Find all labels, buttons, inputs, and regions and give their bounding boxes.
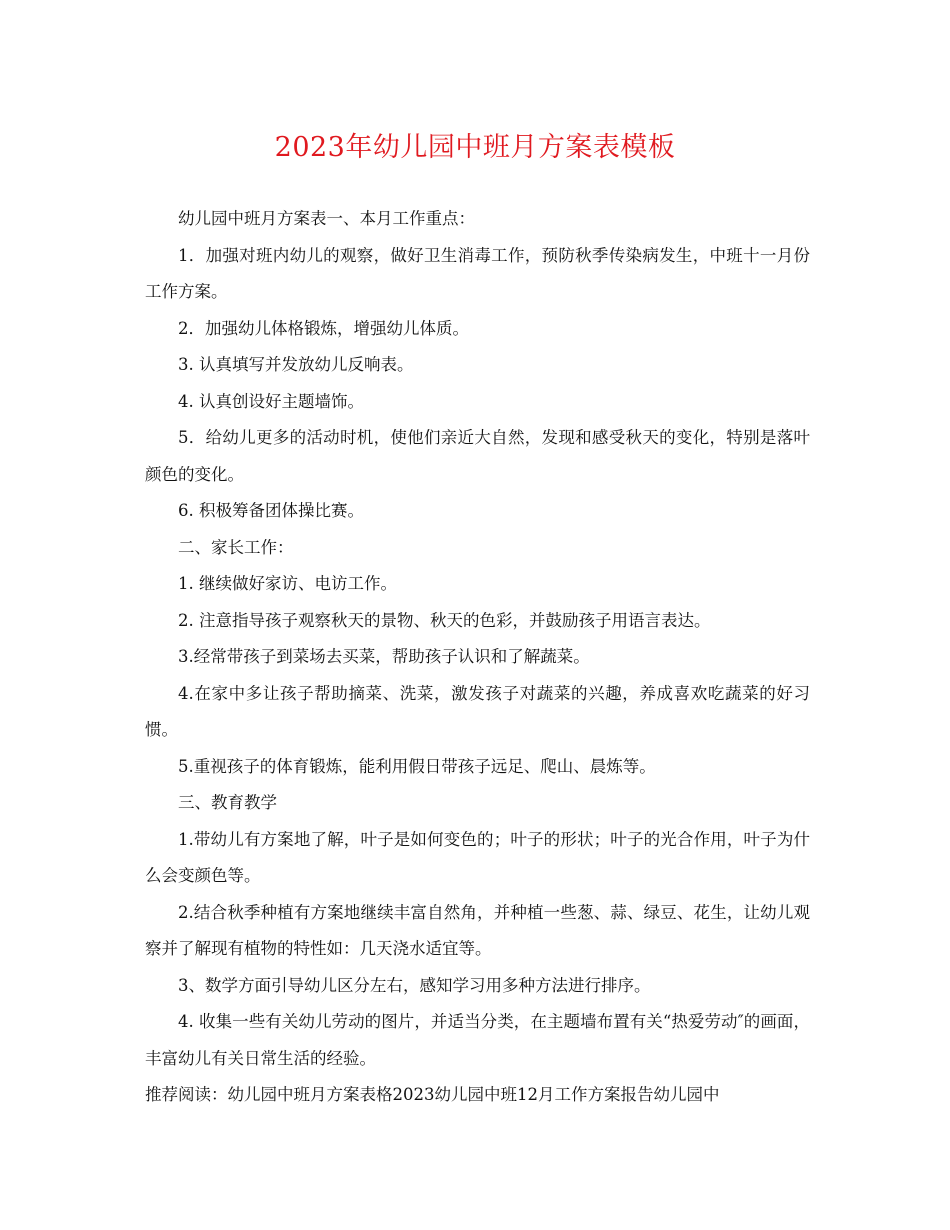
document-body <box>145 201 810 1114</box>
paragraph-focus-3: 3. 认真填写并发放幼儿反响表。 <box>178 355 414 374</box>
paragraph-parents-2: 2. 注意指导孩子观察秋天的景物、秋天的色彩，并鼓励孩子用语言表达。 <box>178 610 711 630</box>
section-heading-parents: 二、家长工作： <box>178 537 294 557</box>
paragraph-teaching-4: 4. 收集一些有关幼儿劳动的图片，并适当分类，在主题墙布置有关“热爱劳动″的画面，丰富幼儿有关日常生活的经验。 <box>145 1012 810 1068</box>
paragraph-focus-2: 2．加强幼儿体格锻炼，增强幼儿体质。 <box>178 318 469 338</box>
paragraph-focus-4: 4. 认真创设好主题墙饰。 <box>178 391 364 411</box>
paragraph-focus-1: 1．加强对班内幼儿的观察，做好卫生消毒工作，预防秋季传染病发生，中班十一月份工作方案。 <box>145 245 810 301</box>
paragraph-focus-5: 5．给幼儿更多的活动时机，使他们亲近大自然，发现和感受秋天的变化，特别是落叶颜色的变化。 <box>145 428 810 484</box>
paragraph-teaching-2: 2.结合秋季种植有方案地继续丰富自然角，并种植一些葱、蒜、绿豆、花生，让幼儿观察并了解现有植物的特性如：几天浇水适宜等。 <box>145 902 810 958</box>
paragraph-teaching-1: 1.带幼儿有方案地了解，叶子是如何变色的；叶子的形状；叶子的光合作用，叶子为什么会变颜色等。 <box>145 829 810 885</box>
paragraph-focus-6: 6. 积极筹备团体操比赛。 <box>178 501 364 520</box>
document-title: 2023年幼儿园中班月方案表模板 <box>274 132 676 163</box>
paragraph-parents-4: 4.在家中多让孩子帮助摘菜、洗菜，激发孩子对蔬菜的兴趣，养成喜欢吃蔬菜的好习惯。 <box>145 683 810 739</box>
paragraph-intro: 幼儿园中班月方案表一、本月工作重点： <box>178 209 475 228</box>
paragraph-parents-5: 5.重视孩子的体育锻炼，能利用假日带孩子远足、爬山、晨炼等。 <box>178 756 656 776</box>
recommended-reading: 推荐阅读：幼儿园中班月方案表格2023幼儿园中班12月工作方案报告幼儿园中 <box>145 1085 720 1104</box>
paragraph-parents-3: 3.经常带孩子到菜场去买菜，帮助孩子认识和了解蔬菜。 <box>178 647 590 666</box>
section-heading-teaching: 三、教育教学 <box>178 793 277 812</box>
paragraph-parents-1: 1. 继续做好家访、电访工作。 <box>178 574 397 593</box>
paragraph-teaching-3: 3、数学方面引导幼儿区分左右，感知学习用多种方法进行排序。 <box>178 975 651 995</box>
